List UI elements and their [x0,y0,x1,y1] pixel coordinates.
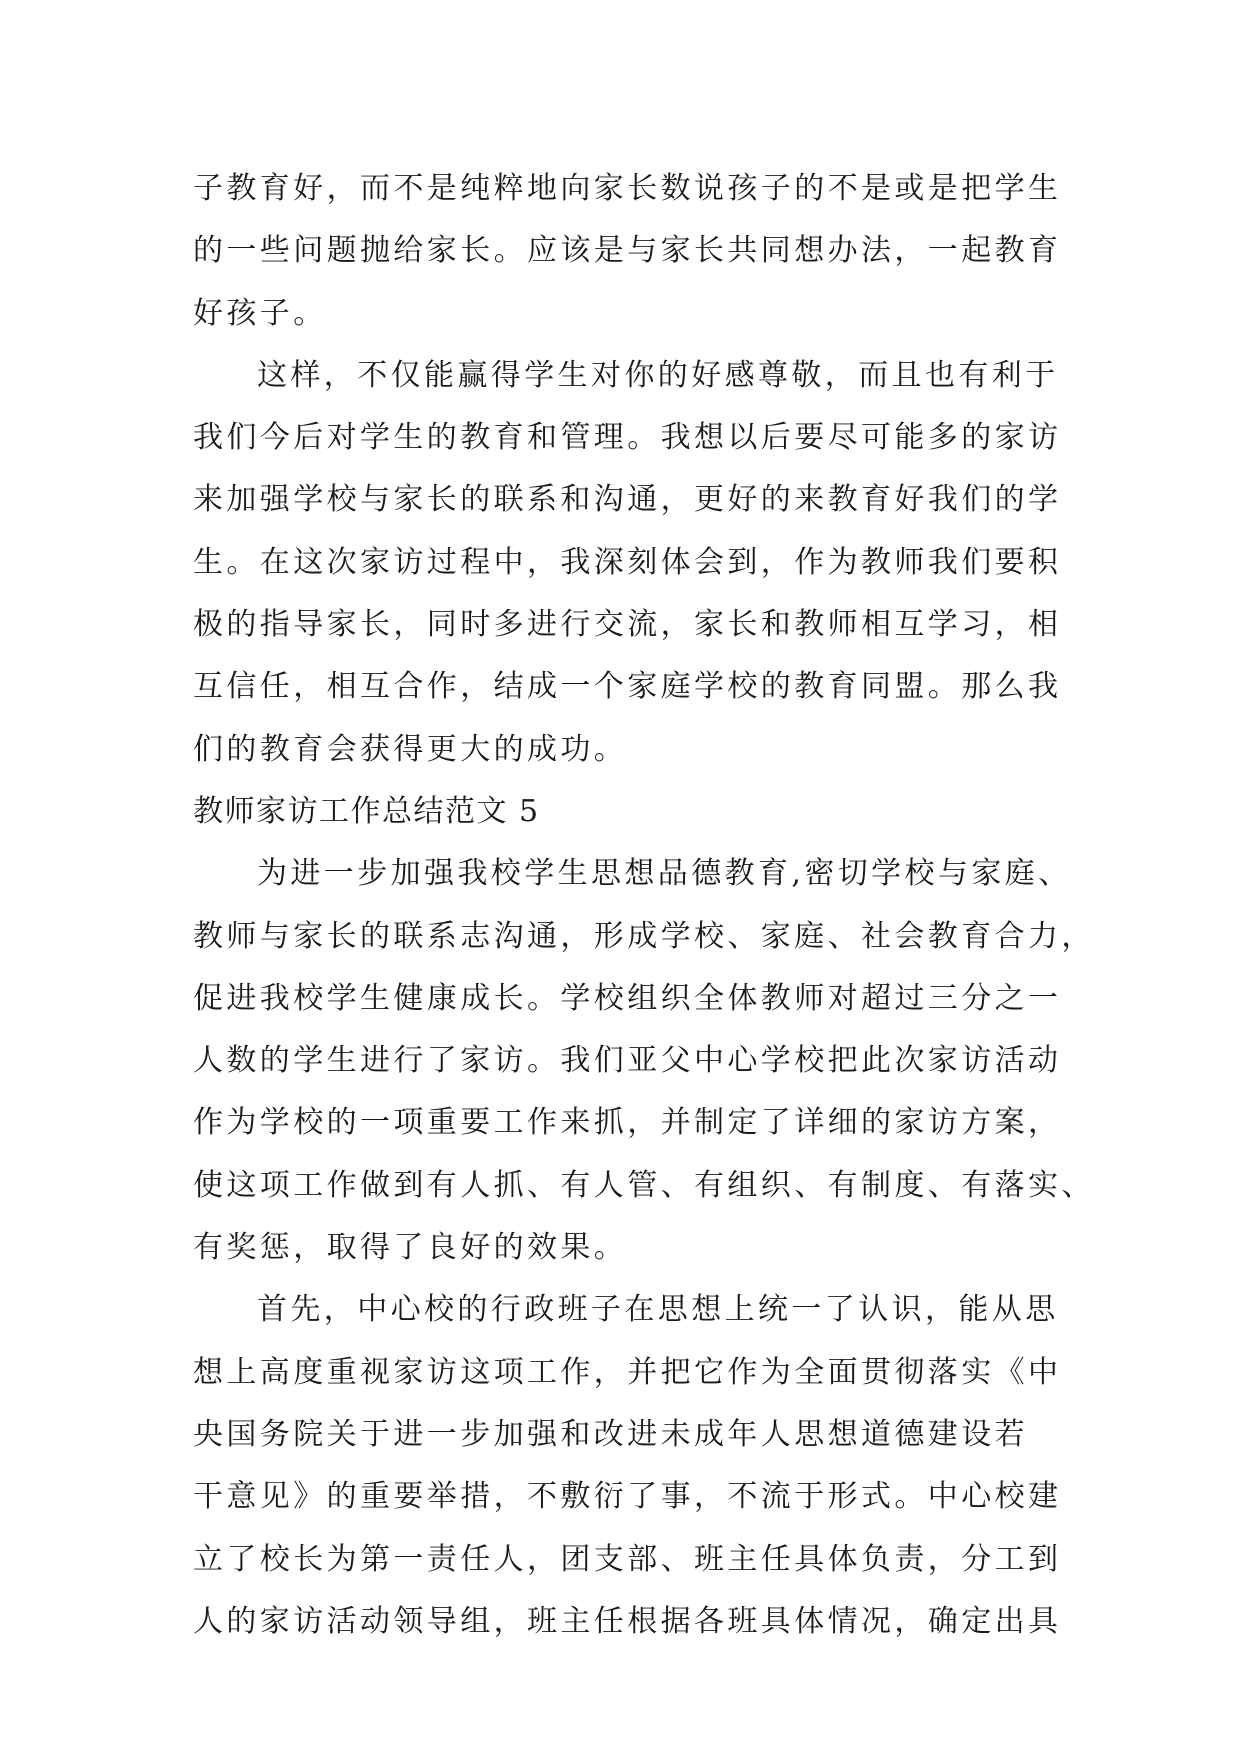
paragraph-first-line: 首先，中心校的行政班子在思想上统一了认识，能从思 [257,1292,1059,1328]
text-line: 有奖惩，取得了良好的效果。 [193,1230,628,1266]
text-line: 干意见》的重要举措，不敷衍了事，不流于形式。中心校建 [193,1479,1062,1515]
text-line: 我们今后对学生的教育和管理。我想以后要尽可能多的家访 [193,420,1062,456]
text-line: 想上高度重视家访这项工作，并把它作为全面贯彻落实《中 [193,1354,1062,1390]
text-line: 教师与家长的联系志沟通，形成学校、家庭、社会教育合力， [193,918,1095,954]
text-line: 们的教育会获得更大的成功。 [193,731,628,767]
text-line: 生。在这次家访过程中，我深刻体会到，作为教师我们要积 [193,544,1062,580]
text-line: 人的家访活动领导组，班主任根据各班具体情况，确定出具 [193,1603,1062,1639]
text-line: 使这项工作做到有人抓、有人管、有组织、有制度、有落实、 [193,1167,1095,1203]
text-line: 央国务院关于进一步加强和改进未成年人思想道德建设若 [193,1416,1028,1452]
text-line: 子教育好，而不是纯粹地向家长数说孩子的不是或是把学生 [193,171,1062,206]
paragraph-first-line: 这样，不仅能赢得学生对你的好感尊敬，而且也有利于 [257,357,1059,393]
paragraph-first-line: 为进一步加强我校学生思想品德教育,密切学校与家庭、 [257,856,1072,892]
text-line: 好孩子。 [193,295,327,331]
text-line: 互信任，相互合作，结成一个家庭学校的教育同盟。那么我 [193,669,1062,705]
text-line: 作为学校的一项重要工作来抓，并制定了详细的家访方案， [193,1105,1062,1141]
text-line: 人数的学生进行了家访。我们亚父中心学校把此次家访活动 [193,1043,1062,1079]
text-line: 极的指导家长，同时多进行交流，家长和教师相互学习，相 [193,607,1062,643]
section-heading: 教师家访工作总结范文 5 [193,793,540,829]
text-line: 立了校长为第一责任人，团支部、班主任具体负责，分工到 [193,1541,1062,1577]
text-line: 的一些问题抛给家长。应该是与家长共同想办法，一起教育 [193,233,1062,269]
document-body [193,158,1095,1653]
text-line: 来加强学校与家长的联系和沟通，更好的来教育好我们的学 [193,482,1062,518]
text-line: 促进我校学生健康成长。学校组织全体教师对超过三分之一 [193,980,1062,1016]
